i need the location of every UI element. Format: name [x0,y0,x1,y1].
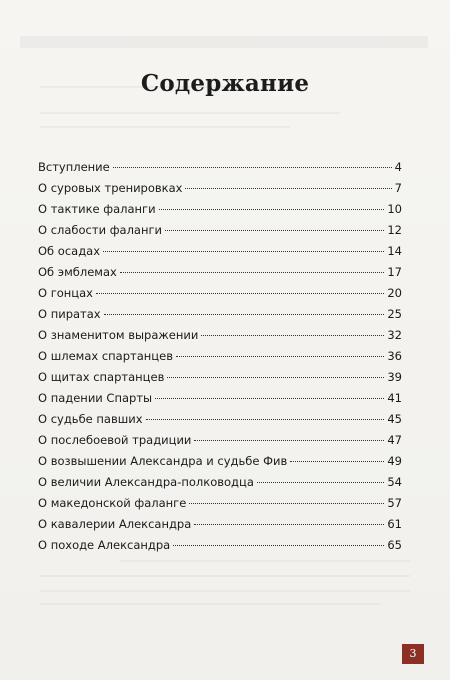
toc-entry-page-number: 39 [387,370,402,384]
toc-entry-title: О судьбе павших [38,412,143,426]
toc-entry [38,181,402,202]
toc-entry [38,391,402,412]
toc-entry-title: О пиратах [38,307,101,321]
dot-leader [120,272,385,273]
toc-entry [38,475,402,496]
toc-entry [38,307,402,328]
toc-entry [38,160,402,181]
toc-entry-title: О шлемах спартанцев [38,349,173,363]
toc-entry [38,496,402,517]
toc-entry-page-number: 49 [387,454,402,468]
toc-entry [38,517,402,538]
toc-entry-page-number: 32 [387,328,402,342]
dot-leader [103,251,384,252]
toc-entry-page-number: 17 [387,265,402,279]
toc-entry-page-number: 41 [387,391,402,405]
dot-leader [155,398,384,399]
toc-entry-title: О тактике фаланги [38,202,156,216]
dot-leader [165,230,384,231]
dot-leader [159,209,385,210]
toc-entry [38,286,402,307]
toc-entry-page-number: 47 [387,433,402,447]
bleed-through-line [40,590,410,592]
toc-entry-page-number: 4 [394,160,402,174]
bleed-through-line [40,112,340,114]
toc-entry-title: О возвышении Александра и судьбе Фив [38,454,288,468]
toc-entry-title: О величии Александра-полководца [38,475,254,489]
toc-entry [38,454,402,475]
toc-entry-page-number: 7 [394,181,402,195]
dot-leader [194,440,384,441]
page-title: Содержание [140,70,310,97]
toc-entry [38,538,402,559]
toc-entry [38,370,402,391]
toc-entry-page-number: 12 [387,223,402,237]
toc-entry [38,223,402,244]
toc-entry-title: О послебоевой традиции [38,433,192,447]
bleed-through-line [40,126,290,128]
dot-leader [173,545,384,546]
toc-entry-page-number: 45 [387,412,402,426]
toc-entry-page-number: 36 [387,349,402,363]
page-number-badge: 3 [402,644,424,664]
toc-entry-title: О гонцах [38,286,93,300]
dot-leader [185,188,391,189]
toc-entry [38,244,402,265]
toc-entry [38,433,402,454]
toc-entry [38,202,402,223]
bleed-through-band [20,36,428,48]
toc-entry-title: О походе Александра [38,538,171,552]
toc-entry [38,349,402,370]
toc-entry-page-number: 10 [387,202,402,216]
dot-leader [146,419,385,420]
bleed-through-line [40,575,410,577]
toc-entry-page-number: 25 [387,307,402,321]
toc-entry-title: Об эмблемах [38,265,117,279]
toc-entry-page-number: 54 [387,475,402,489]
dot-leader [167,377,384,378]
dot-leader [194,524,384,525]
toc-entry-title: О суровых тренировках [38,181,183,195]
dot-leader [290,461,384,462]
toc-entry-title: О кавалерии Александра [38,517,192,531]
toc-entry-page-number: 20 [387,286,402,300]
dot-leader [104,314,385,315]
toc-entry-title: О слабости фаланги [38,223,163,237]
toc-entry-title: Об осадах [38,244,101,258]
toc-entry-page-number: 61 [387,517,402,531]
dot-leader [96,293,384,294]
dot-leader [189,503,384,504]
toc-entry-title: Вступление [38,160,110,174]
toc-entry-title: О знаменитом выражении [38,328,199,342]
dot-leader [113,167,392,168]
toc-entry-page-number: 65 [387,538,402,552]
bleed-through-line [40,603,380,605]
toc-entry-title: О падении Спарты [38,391,153,405]
dot-leader [257,482,384,483]
toc-entry [38,328,402,349]
bleed-through-line [120,560,410,562]
table-of-contents [38,160,402,559]
toc-entry-title: О щитах спартанцев [38,370,165,384]
toc-entry [38,412,402,433]
toc-entry-page-number: 14 [387,244,402,258]
toc-entry [38,265,402,286]
dot-leader [201,335,384,336]
toc-entry-title: О македонской фаланге [38,496,187,510]
dot-leader [176,356,384,357]
toc-entry-page-number: 57 [387,496,402,510]
